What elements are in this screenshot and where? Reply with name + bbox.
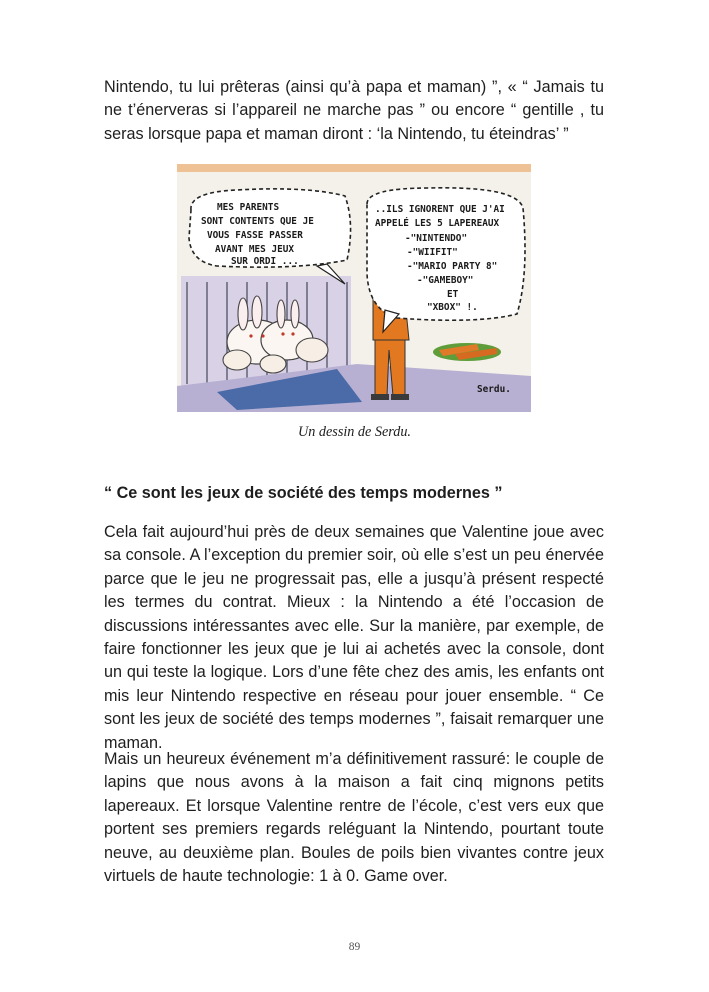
- section-heading: “ Ce sont les jeux de société des temps modernes ”: [104, 484, 503, 502]
- bubble-left-line-5: SUR ORDI ...: [231, 256, 299, 267]
- bubble-right-line-3: -"NINTENDO": [405, 233, 468, 244]
- bubble-left-line-2: SONT CONTENTS QUE JE: [201, 216, 314, 227]
- bubble-left-line-3: VOUS FASSE PASSER: [207, 230, 303, 241]
- artist-signature: Serdu.: [477, 384, 511, 395]
- bubble-right-line-7: ET: [447, 289, 459, 300]
- bubble-right-line-5: -"MARIO PARTY 8": [407, 261, 498, 272]
- body-paragraph-2: Mais un heureux événement m’a définitivement rassuré: le couple de lapins que nous avons à la maison a fait cinq mignons petits lapereaux. Et lorsque Valentine rentre de l’école, c’est vers eux que portent ses premiers regards reléguant la Nintendo, pourtant toute neuve, au deuxième plan. Boules de poils bien vivantes contre jeux virtuels de haute technologie: 1 à 0. Game over.: [104, 750, 604, 886]
- page-number: 89: [348, 941, 361, 953]
- bubble-right-line-8: "XBOX" !.: [427, 302, 478, 313]
- bubble-left-line-4: AVANT MES JEUX: [215, 244, 295, 255]
- bubble-left-line-1: MES PARENTS: [217, 202, 280, 213]
- body-paragraph-1: Cela fait aujourd’hui près de deux semaines que Valentine joue avec sa console. A l’exception du premier soir, où elle s’est un peu énervée parce que le jeu ne progressait pas, elle a jusqu’à présent respecté les termes du contrat. Mieux : la Nintendo a été l’occasion de discussions intéressantes avec elle. Sur la manière, par exemple, de faire fonctionner les jeux que je lui ai achetés avec la console, dont un qui teste la logique. Lors d’une fête chez des amis, les enfants ont mis leur Nintendo respective en réseau pour jouer ensemble. “ Ce sont les jeux de société des temps modernes ”, faisait remarquer une maman.: [104, 523, 604, 752]
- bubble-right-line-1: ..ILS IGNORENT QUE J'AI: [375, 204, 505, 215]
- bubble-right-line-4: -"WIIFIT": [407, 247, 458, 258]
- cartoon-drawing: [177, 164, 531, 412]
- bubble-right-line-6: -"GAMEBOY": [417, 275, 474, 286]
- carrots: [433, 343, 501, 361]
- bubble-right-line-2: APPELÉ LES 5 LAPEREAUX: [375, 218, 500, 229]
- intro-paragraph: Nintendo, tu lui prêteras (ainsi qu’à papa et maman) ”, « “ Jamais tu ne t’énerveras si l’appareil ne marche pas ” ou encore “ gentille , tu seras lorsque papa et maman diront : ‘la Nintendo, tu éteindras’ ”: [104, 78, 604, 143]
- image-caption: Un dessin de Serdu.: [298, 424, 411, 440]
- cartoon-illustration: [177, 164, 531, 412]
